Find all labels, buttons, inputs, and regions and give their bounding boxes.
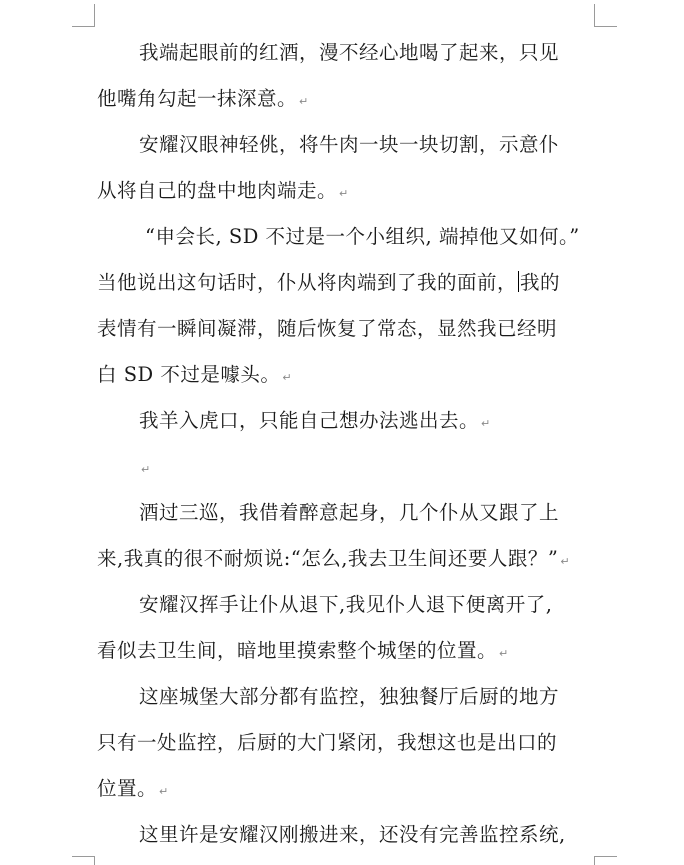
- margin-corner-top-left: [72, 4, 95, 27]
- text-line: 这座城堡大部分都有监控，独独餐厅后厨的地方: [139, 685, 560, 708]
- text-line: 白 SD 不过是噱头。 ↵: [97, 363, 293, 386]
- margin-corner-top-right: [594, 4, 617, 27]
- paragraph-mark-icon: ↵: [159, 785, 169, 798]
- text-cursor: [518, 271, 519, 292]
- text-line: 从将自己的盘中地肉端走。 ↵: [97, 179, 349, 202]
- text-line: 当他说出这句话时，仆从将肉端到了我的面前， 我的: [97, 271, 561, 294]
- paragraph-mark-icon: ↵: [481, 417, 491, 430]
- text-line: 我羊入虎口，只能自己想办法逃出去。 ↵: [139, 409, 491, 432]
- document-body[interactable]: [97, 30, 597, 858]
- text-line: 安耀汉眼神轻佻，将牛肉一块一块切割，示意仆: [139, 133, 560, 156]
- paragraph-mark-icon: ↵: [299, 95, 309, 108]
- paragraph-mark-icon: ↵: [282, 371, 293, 384]
- text-line: 看似去卫生间，暗地里摸索整个城堡的位置。 ↵: [97, 639, 509, 662]
- text-line: 来,我真的很不耐烦说:“怎么,我去卫生间还要人跟？” ↵: [97, 547, 571, 570]
- paragraph-mark-icon: ↵: [499, 647, 509, 660]
- text-line: 位置。 ↵: [97, 777, 169, 800]
- paragraph-mark-icon: ↵: [339, 187, 349, 200]
- text-line: 我端起眼前的红酒，漫不经心地喝了起来，只见: [139, 41, 560, 64]
- text-line: 只有一处监控，后厨的大门紧闭，我想这也是出口的: [97, 731, 558, 754]
- text-line: 酒过三巡，我借着醉意起身，几个仆从又跟了上: [139, 501, 560, 524]
- paragraph-mark-icon: ↵: [141, 463, 151, 476]
- text-line: 这里许是安耀汉刚搬进来，还没有完善监控系统,: [139, 823, 566, 846]
- paragraph-mark-icon: ↵: [560, 555, 571, 568]
- text-line: 安耀汉挥手让仆从退下,我见仆人退下便离开了,: [139, 593, 553, 616]
- text-line: “申会长, SD 不过是一个小组织, 端掉他又如何。”: [145, 225, 580, 248]
- text-line: 表情有一瞬间凝滞，随后恢复了常态，显然我已经明: [97, 317, 558, 340]
- text-line: 他嘴角勾起一抹深意。 ↵: [97, 87, 309, 110]
- empty-line: [97, 444, 597, 490]
